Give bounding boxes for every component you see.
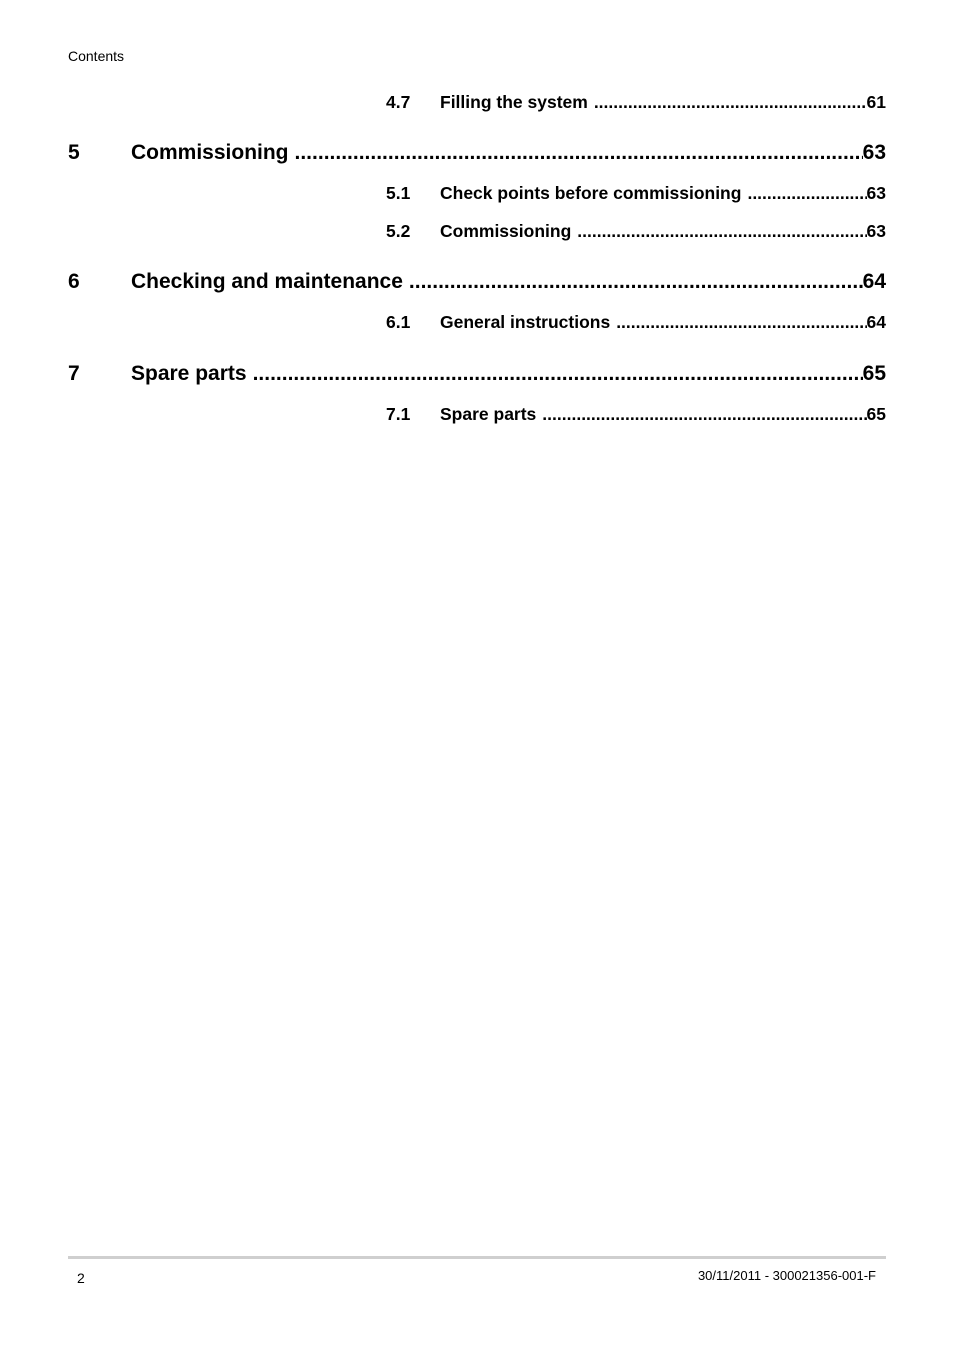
toc-entry-number: 7.1 bbox=[386, 404, 411, 424]
dot-leader bbox=[542, 404, 866, 425]
toc-entry-4-7[interactable] bbox=[386, 92, 886, 113]
toc-entry-number: 5.1 bbox=[386, 183, 411, 203]
toc-entry-title: General instructions bbox=[440, 312, 611, 332]
footer-page-number: 2 bbox=[77, 1270, 85, 1286]
toc-entry-number: 4.7 bbox=[386, 92, 411, 112]
dot-leader bbox=[616, 312, 866, 333]
toc-chapter-5[interactable] bbox=[68, 141, 886, 165]
toc-entry-number: 6.1 bbox=[386, 312, 411, 332]
dot-leader bbox=[409, 270, 863, 294]
toc-chapter-7[interactable] bbox=[68, 362, 886, 386]
toc-entry-title: Commissioning bbox=[440, 221, 572, 241]
dot-leader bbox=[295, 141, 863, 165]
toc-entry-5-2[interactable] bbox=[386, 221, 886, 242]
toc-entry-title: Filling the system bbox=[440, 92, 588, 112]
toc-entry-title: Commissioning bbox=[131, 141, 289, 164]
toc-entry-page: 64 bbox=[862, 270, 886, 293]
running-header: Contents bbox=[68, 48, 125, 64]
toc-entry-number: 5 bbox=[68, 141, 80, 164]
toc-entry-number: 6 bbox=[68, 270, 80, 293]
dot-leader bbox=[577, 221, 866, 242]
toc-entry-title: Spare parts bbox=[131, 362, 247, 385]
toc-entry-number: 7 bbox=[68, 362, 80, 385]
toc-entry-5-1[interactable] bbox=[386, 183, 886, 204]
toc-entry-page: 61 bbox=[866, 92, 886, 112]
toc-entry-page: 63 bbox=[862, 141, 886, 164]
toc-entry-title: Checking and maintenance bbox=[131, 270, 403, 293]
footer-document-reference: 30/11/2011 - 300021356-001-F bbox=[697, 1268, 876, 1283]
toc-entry-title: Spare parts bbox=[440, 404, 537, 424]
toc-entry-page: 65 bbox=[866, 404, 886, 424]
toc-chapter-6[interactable] bbox=[68, 270, 886, 294]
toc-entry-page: 65 bbox=[862, 362, 886, 385]
toc-entry-6-1[interactable] bbox=[386, 312, 886, 333]
dot-leader bbox=[253, 362, 863, 386]
toc-entry-page: 63 bbox=[866, 183, 886, 203]
toc-entry-page: 64 bbox=[866, 312, 886, 332]
footer-divider bbox=[68, 1256, 886, 1259]
dot-leader bbox=[747, 183, 866, 204]
dot-leader bbox=[594, 92, 867, 113]
toc-entry-number: 5.2 bbox=[386, 221, 411, 241]
toc-entry-7-1[interactable] bbox=[386, 404, 886, 425]
toc-entry-title: Check points before commissioning bbox=[440, 183, 742, 203]
toc-entry-page: 63 bbox=[866, 221, 886, 241]
